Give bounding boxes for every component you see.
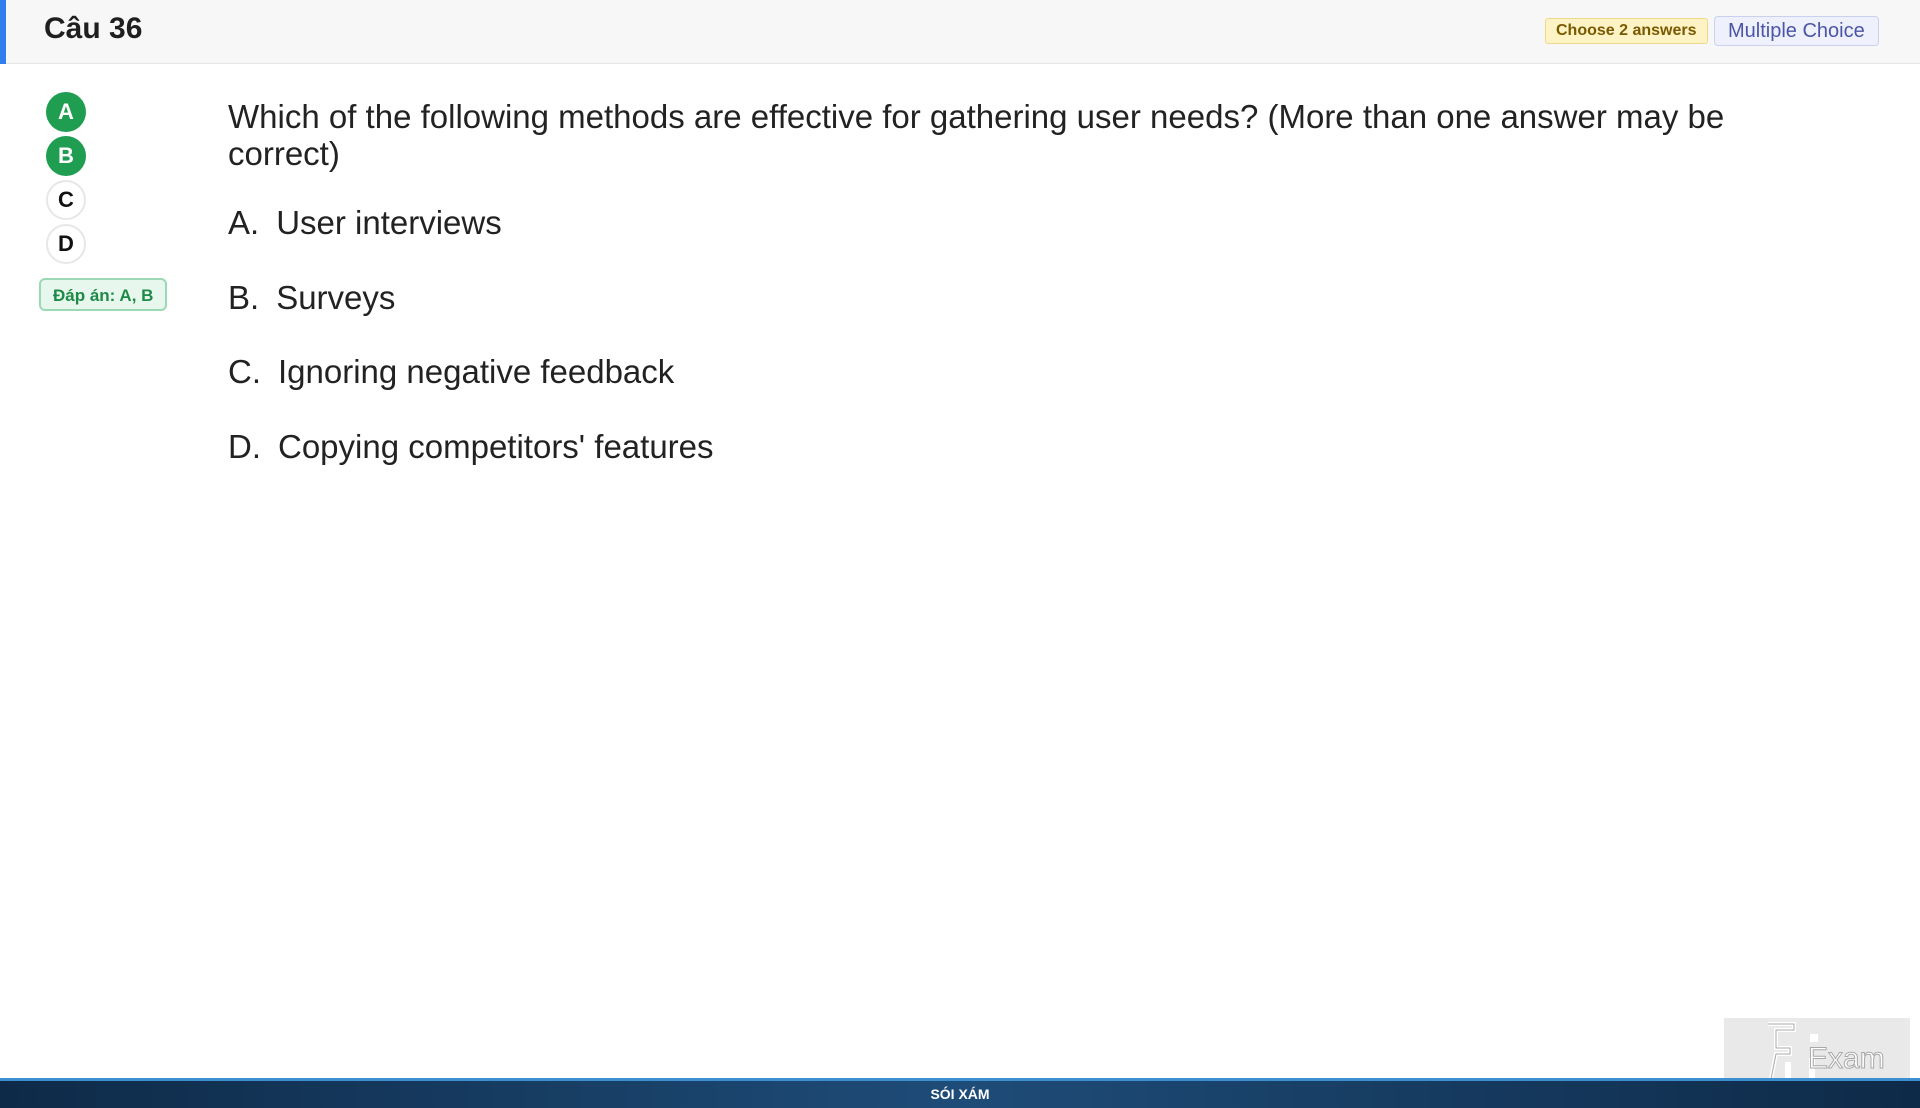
option-d[interactable] xyxy=(228,428,714,503)
answer-indicator-c[interactable]: C xyxy=(46,180,86,220)
option-text: Ignoring negative feedback xyxy=(278,353,675,390)
footer-bar xyxy=(0,1078,1920,1108)
option-text: Surveys xyxy=(276,278,396,316)
option-list xyxy=(228,204,714,502)
answer-indicator-d[interactable]: D xyxy=(46,224,86,264)
option-letter: C. xyxy=(228,353,261,390)
footer-text: SÓI XÁM xyxy=(930,1086,990,1102)
header-accent-bar xyxy=(0,0,6,64)
option-text: Copying competitors' features xyxy=(278,427,714,465)
choose-count-badge: Choose 2 answers xyxy=(1545,18,1708,44)
option-letter: B. xyxy=(228,278,260,316)
question-type-badge: Multiple Choice xyxy=(1714,16,1879,46)
question-number: Câu 36 xyxy=(44,12,143,45)
answer-indicator-a[interactable]: A xyxy=(46,92,86,132)
question-text: Which of the following methods are effective for gathering user needs? (More than one answer may be correct) xyxy=(228,98,1725,172)
option-b[interactable] xyxy=(228,279,714,354)
answer-indicator-list xyxy=(46,92,86,268)
option-c[interactable] xyxy=(228,353,714,428)
option-text: User interviews xyxy=(276,204,502,241)
option-a[interactable] xyxy=(228,204,714,279)
answer-indicator-b[interactable]: B xyxy=(46,136,86,176)
question-header xyxy=(0,0,1920,64)
option-letter: A. xyxy=(228,204,260,241)
option-letter: D. xyxy=(228,427,261,465)
answer-key-badge: Đáp án: A, B xyxy=(39,278,167,311)
logo-text: Exam xyxy=(1808,1042,1885,1075)
